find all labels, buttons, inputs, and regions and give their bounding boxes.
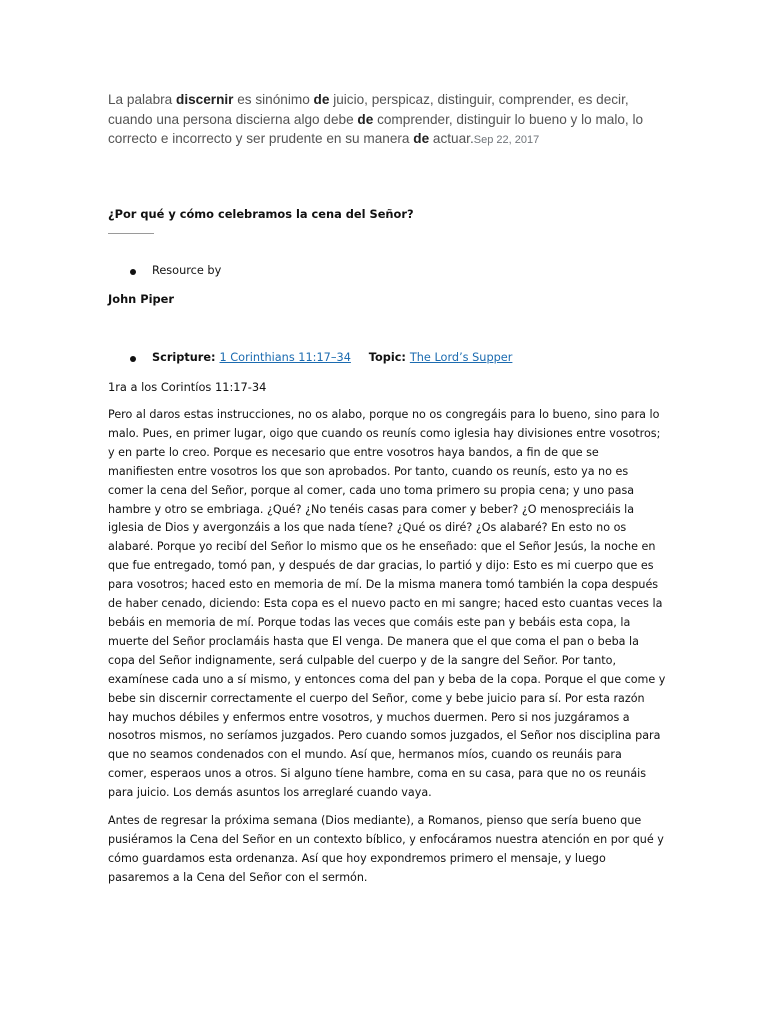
body-line: muerte del Señor proclamáis hasta que El venga. De manera que el que coma el pan o beba la (108, 634, 639, 648)
body-line: manifiesten entre vosotros los que son aprobados. Por tanto, cuando os reunís, esto ya no es (108, 464, 629, 478)
closing-line: pusiéramos la Cena del Señor en un contexto bíblico, y enfocáramos nuestra atención en por qué y (108, 832, 664, 846)
body-line: de haber cenado, diciendo: Esta copa es el nuevo pacto en mi sangre; haced esto cuantas veces la (108, 597, 663, 611)
definition-snippet (108, 90, 668, 151)
body-line: Pero al daros estas instrucciones, no os alabo, porque no os congregáis para lo bueno, sino para lo (108, 408, 660, 421)
body-line: nosotros mismos, no seríamos juzgados. Pero cuando somos juzgados, el Señor nos disciplina para (108, 729, 661, 743)
snippet-text: La palabra (108, 92, 177, 107)
body-line: iglesia de Dios y avergonzáis a los que nada tíene? ¿Qué os diré? ¿Os alabaré? En esto no os (108, 521, 627, 535)
closing-line: Antes de regresar la próxima semana (Dios mediante), a Romanos, pienso que sería bueno que (108, 814, 642, 827)
closing-line: cómo guardamos esta ordenanza. Así que hoy expondremos primero el mensaje, y luego (108, 851, 606, 865)
body-line: para vosotros; haced esto en memoria de mí. De la misma manera tomó también la copa después (108, 578, 659, 592)
scripture-link[interactable]: 1 Corinthians 11:17–34 (219, 351, 351, 364)
bullet-icon (130, 269, 136, 275)
snippet-text: juicio, perspicaz, distinguir, comprender, es decir, cuando una persona discierna algo debe (108, 92, 629, 127)
body-line: examínese cada uno a sí mismo, y entonces coma del pan y beba de la copa. Porque el que come y (108, 672, 666, 686)
scripture-reference: 1ra a los Corintíos 11:17-34 (108, 380, 267, 394)
body-line: comer la cena del Señor, porque al comer, cada uno toma primero su propia cena; y uno pasa (108, 483, 635, 497)
body-line: que no seamos condenados con el mundo. Así que, hermanos míos, cuando os reunáis para (108, 748, 622, 762)
bullet-icon (130, 356, 136, 362)
topic-label: Topic: (368, 351, 406, 364)
closing-paragraph (108, 812, 664, 888)
body-line: y en parte lo creo. Porque es necesario que entre vosotros haya bandos, a fin de que se (108, 445, 599, 459)
body-line: hambre y otro se embriaga. ¿Qué? ¿No tenéis casas para comer y beber? ¿O menospreciáis la (108, 502, 635, 516)
body-line: bebáis en memoria de mí. Porque todas las veces que comáis este pan y bebáis esta copa, la (108, 615, 631, 629)
snippet-keyword: de (413, 131, 430, 146)
body-line: para juicio. Los demás asuntos los arreglaré cuando vaya. (108, 786, 432, 800)
body-line: alabaré. Porque yo recibí del Señor lo mismo que os he enseñado: que el Señor Jesús, la noche en (108, 540, 656, 554)
snippet-date: Sep 22, 2017 (473, 134, 540, 146)
title-divider (108, 233, 154, 234)
snippet-keyword: de (357, 111, 374, 127)
article-title: ¿Por qué y cómo celebramos la cena del Señor? (108, 207, 414, 221)
snippet-keyword: discernir (176, 92, 234, 107)
snippet-text: actuar. (429, 131, 474, 146)
scripture-label: Scripture: (152, 351, 216, 364)
body-line: malo. Pues, en primer lugar, oigo que cuando os reunís como iglesia hay divisiones entre vosotros; (108, 426, 661, 440)
author-name: John Piper (108, 292, 174, 306)
scripture-line (152, 351, 512, 364)
body-line: bebe sin discernir correctamente el cuerpo del Señor, come y bebe juicio para sí. Por esta razón (108, 691, 645, 705)
resource-label: Resource by (152, 264, 222, 277)
body-line: que fue entregado, tomó pan, y después de dar gracias, lo partió y dijo: Esto es mi cuerpo que es (108, 559, 654, 573)
snippet-keyword: de (313, 92, 330, 107)
body-line: hay muchos débiles y enfermos entre vosotros, y muchos duermen. Pero si nos juzgáramos a (108, 710, 630, 724)
body-line: comer, esperaos unos a otros. Si alguno tíene hambre, coma en su casa, para que no os reunáis (108, 767, 647, 781)
snippet-text: comprender, distinguir lo bueno y lo malo, lo correcto e incorrecto y ser prudente en su manera (108, 111, 644, 146)
topic-link[interactable]: The Lord’s Supper (409, 351, 513, 364)
body-paragraph (108, 406, 666, 803)
body-line: copa del Señor indignamente, será culpable del cuerpo y de la sangre del Señor. Por tanto, (108, 653, 616, 667)
closing-line: pasaremos a la Cena del Señor con el sermón. (108, 870, 368, 884)
snippet-text: es sinónimo (233, 92, 314, 107)
